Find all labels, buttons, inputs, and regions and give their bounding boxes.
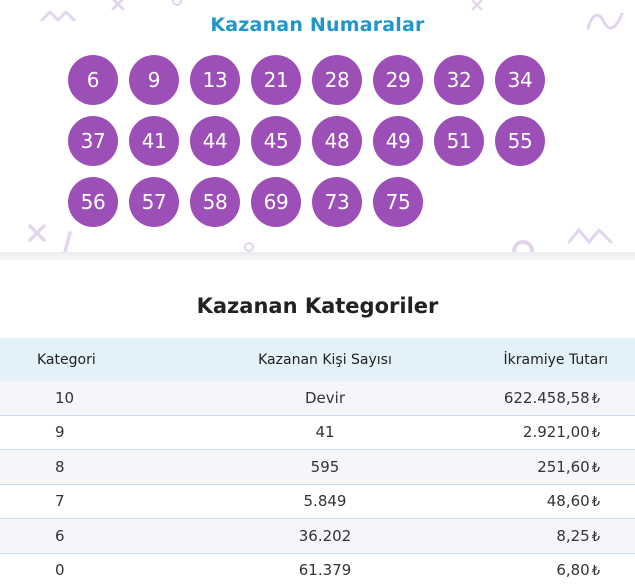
prize-categories-table — [0, 338, 635, 585]
number-ball: 51 — [434, 116, 484, 166]
lira-icon: ₺ — [591, 426, 600, 442]
number-ball: 44 — [190, 116, 240, 166]
winning-numbers-title: Kazanan Numaralar — [210, 14, 425, 36]
header-category: Kategori — [37, 351, 96, 368]
category-cell: 10 — [55, 388, 75, 407]
prize-cell — [450, 423, 635, 441]
prize-amount: 6,80 — [556, 561, 590, 580]
number-ball: 57 — [129, 177, 179, 227]
category-cell: 0 — [55, 561, 65, 580]
table-row — [0, 519, 635, 554]
number-ball: 75 — [373, 177, 423, 227]
number-ball: 58 — [190, 177, 240, 227]
category-cell: 9 — [55, 423, 65, 442]
prize-amount: 622.458,58 — [503, 388, 590, 407]
table-body — [0, 381, 635, 585]
winners-cell: 61.379 — [298, 561, 352, 580]
table-header — [0, 338, 635, 381]
table-row — [0, 554, 635, 585]
number-ball: 37 — [68, 116, 118, 166]
category-cell: 6 — [55, 526, 65, 545]
lira-icon: ₺ — [591, 564, 600, 580]
table-row — [0, 416, 635, 451]
winning-numbers-panel — [0, 0, 635, 256]
number-ball: 28 — [312, 55, 362, 105]
number-ball: 48 — [312, 116, 362, 166]
number-ball: 69 — [251, 177, 301, 227]
prize-cell — [450, 492, 635, 510]
number-ball: 21 — [251, 55, 301, 105]
lira-icon: ₺ — [591, 529, 600, 545]
cross-decoration-icon — [470, 0, 484, 12]
lira-icon: ₺ — [591, 460, 600, 476]
category-cell: 8 — [55, 457, 65, 476]
header-prize: İkramiye Tutarı — [503, 351, 608, 368]
section-divider — [0, 252, 635, 260]
number-ball: 32 — [434, 55, 484, 105]
number-ball: 49 — [373, 116, 423, 166]
dot-decoration-icon — [170, 0, 184, 8]
table-row — [0, 450, 635, 485]
prize-amount: 48,60 — [546, 492, 590, 511]
prize-amount: 251,60 — [537, 457, 590, 476]
table-row — [0, 381, 635, 416]
number-ball: 45 — [251, 116, 301, 166]
number-ball: 13 — [190, 55, 240, 105]
prize-cell — [450, 389, 635, 407]
number-ball: 55 — [495, 116, 545, 166]
header-winners: Kazanan Kişi Sayısı — [258, 351, 392, 368]
number-ball: 29 — [373, 55, 423, 105]
category-cell: 7 — [55, 492, 65, 511]
number-ball: 56 — [68, 177, 118, 227]
prize-amount: 2.921,00 — [522, 423, 590, 442]
prize-cell — [450, 561, 635, 579]
number-ball: 6 — [68, 55, 118, 105]
number-ball: 9 — [129, 55, 179, 105]
prize-cell — [450, 527, 635, 545]
cross-decoration-icon — [110, 0, 126, 12]
cross-decoration-icon — [26, 222, 48, 244]
lira-icon: ₺ — [591, 495, 600, 511]
number-ball: 41 — [129, 116, 179, 166]
categories-title: Kazanan Kategoriler — [196, 294, 439, 318]
number-ball: 34 — [495, 55, 545, 105]
winners-cell: 36.202 — [298, 526, 352, 545]
prize-cell — [450, 458, 635, 476]
prize-amount: 8,25 — [556, 526, 590, 545]
table-row — [0, 485, 635, 520]
number-ball: 73 — [312, 177, 362, 227]
zigzag-decoration-icon — [566, 222, 614, 248]
lira-icon: ₺ — [591, 391, 600, 407]
winners-cell: Devir — [305, 388, 345, 407]
winners-cell: 41 — [315, 423, 335, 442]
number-balls-grid — [68, 55, 558, 227]
winners-cell: 5.849 — [303, 492, 347, 511]
winners-cell: 595 — [310, 457, 340, 476]
